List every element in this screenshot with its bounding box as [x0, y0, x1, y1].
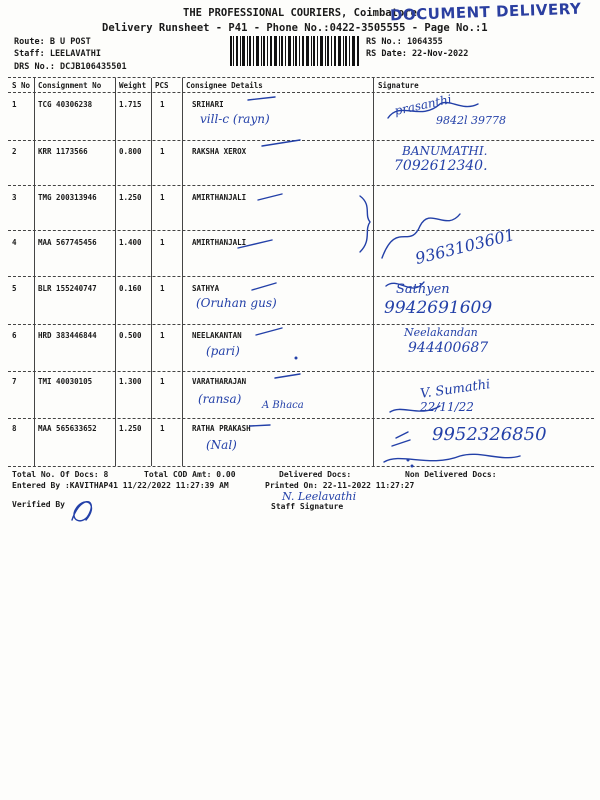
col-header-pcs: PCS: [155, 81, 169, 90]
signature-phone: 7092612340.: [394, 158, 488, 174]
rs-number: RS No.: 1064355: [366, 37, 443, 47]
signature-name: BANUMATHI.: [402, 144, 488, 158]
entered-by: Entered By :KAVITHAP41 11/22/2022 11:27:39 AM: [12, 481, 229, 490]
handwritten-note: (Oruhan gus): [196, 296, 277, 310]
signature-phone: 944400687: [408, 340, 489, 356]
row-pcs: 1: [160, 284, 165, 293]
handwritten-note-2: A Bhaca: [262, 400, 304, 411]
company-title: THE PROFESSIONAL COURIERS, Coimbatore: [183, 7, 417, 19]
row-consignee: RAKSHA XEROX: [192, 147, 247, 156]
row-consignee: VARATHARAJAN: [192, 377, 247, 386]
row-sno: 3: [12, 193, 17, 202]
row-sno: 5: [12, 284, 17, 293]
signature-name: V. Sumathi: [419, 377, 492, 402]
delivered-docs: Delivered Docs:: [279, 470, 352, 479]
signature-phone: 9363103601: [413, 224, 517, 269]
signature-name: prasanthi: [393, 92, 453, 118]
runsheet-title: Delivery Runsheet - P41 - Phone No.:0422-3505555 - Page No.:1: [102, 22, 488, 34]
row-pcs: 1: [160, 100, 165, 109]
printed-on: Printed On: 22-11-2022 11:27:27: [265, 481, 415, 490]
rs-date: RS Date: 22-Nov-2022: [366, 49, 469, 59]
staff-label: Staff: LEELAVATHI: [14, 49, 101, 59]
row-consignment: TMI 40030105: [38, 377, 93, 386]
row-consignee: RATHA PRAKASH: [192, 424, 251, 433]
signature-name: Neelakandan: [404, 326, 478, 339]
col-header-consignment: Consignment No: [38, 81, 102, 90]
row-consignment: MAA 567745456: [38, 238, 97, 247]
col-header-consignee: Consignee Details: [186, 81, 263, 90]
staff-signature-label: Staff Signature: [271, 502, 344, 511]
row-sno: 2: [12, 147, 17, 156]
row-consignment: MAA 565633652: [38, 424, 97, 433]
row-sno: 8: [12, 424, 17, 433]
row-consignee: SATHYA: [192, 284, 220, 293]
col-header-weight: Weight: [119, 81, 147, 90]
row-pcs: 1: [160, 377, 165, 386]
total-cod: Total COD Amt: 0.00: [144, 470, 236, 479]
document-delivery-stamp: DOCUMENT DELIVERY: [389, 0, 582, 25]
row-pcs: 1: [160, 424, 165, 433]
row-weight: 0.160: [119, 284, 142, 293]
row-weight: 0.800: [119, 147, 142, 156]
row-pcs: 1: [160, 147, 165, 156]
row-consignee: NEELAKANTAN: [192, 331, 242, 340]
signature-phone: 9942691609: [384, 298, 493, 318]
row-consignee: AMIRTHANJALI: [192, 193, 247, 202]
verified-by: Verified By: [12, 500, 65, 509]
row-weight: 1.400: [119, 238, 142, 247]
row-consignment: TMG 200313946: [38, 193, 97, 202]
row-weight: 1.300: [119, 377, 142, 386]
row-consignment: HRD 383446844: [38, 331, 97, 340]
row-consignment: TCG 40306238: [38, 100, 93, 109]
row-pcs: 1: [160, 193, 165, 202]
handwritten-note: (Nal): [206, 438, 237, 452]
handwritten-note: (pari): [206, 344, 240, 358]
total-docs: Total No. Of Docs: 8: [12, 470, 109, 479]
row-consignee: SRIHARI: [192, 100, 224, 109]
row-pcs: 1: [160, 238, 165, 247]
row-consignment: BLR 155240747: [38, 284, 97, 293]
row-weight: 1.250: [119, 193, 142, 202]
row-pcs: 1: [160, 331, 165, 340]
handwritten-note: (ransa): [198, 392, 242, 406]
signature-phone: 9952326850: [432, 424, 547, 445]
col-header-signature: Signature: [378, 81, 419, 90]
signature-date: 22/11/22: [420, 400, 474, 414]
non-delivered-docs: Non Delivered Docs:: [405, 470, 497, 479]
signature-name: Sathyen: [396, 282, 450, 297]
row-sno: 6: [12, 331, 17, 340]
signature-phone: 9842l 39778: [436, 114, 507, 127]
row-sno: 7: [12, 377, 17, 386]
row-weight: 1.715: [119, 100, 142, 109]
row-consignee: AMIRTHANJALI: [192, 238, 247, 247]
row-sno: 4: [12, 238, 17, 247]
staff-signature-hand: N. Leelavathi: [282, 490, 357, 503]
row-weight: 1.250: [119, 424, 142, 433]
row-consignment: KRR 1173566: [38, 147, 88, 156]
col-header-sno: S No: [12, 81, 31, 90]
drs-number: DRS No.: DCJB106435501: [14, 62, 127, 72]
handwritten-note: vill-c (rayn): [200, 112, 270, 126]
route-label: Route: B U POST: [14, 37, 91, 47]
row-sno: 1: [12, 100, 17, 109]
row-weight: 0.500: [119, 331, 142, 340]
